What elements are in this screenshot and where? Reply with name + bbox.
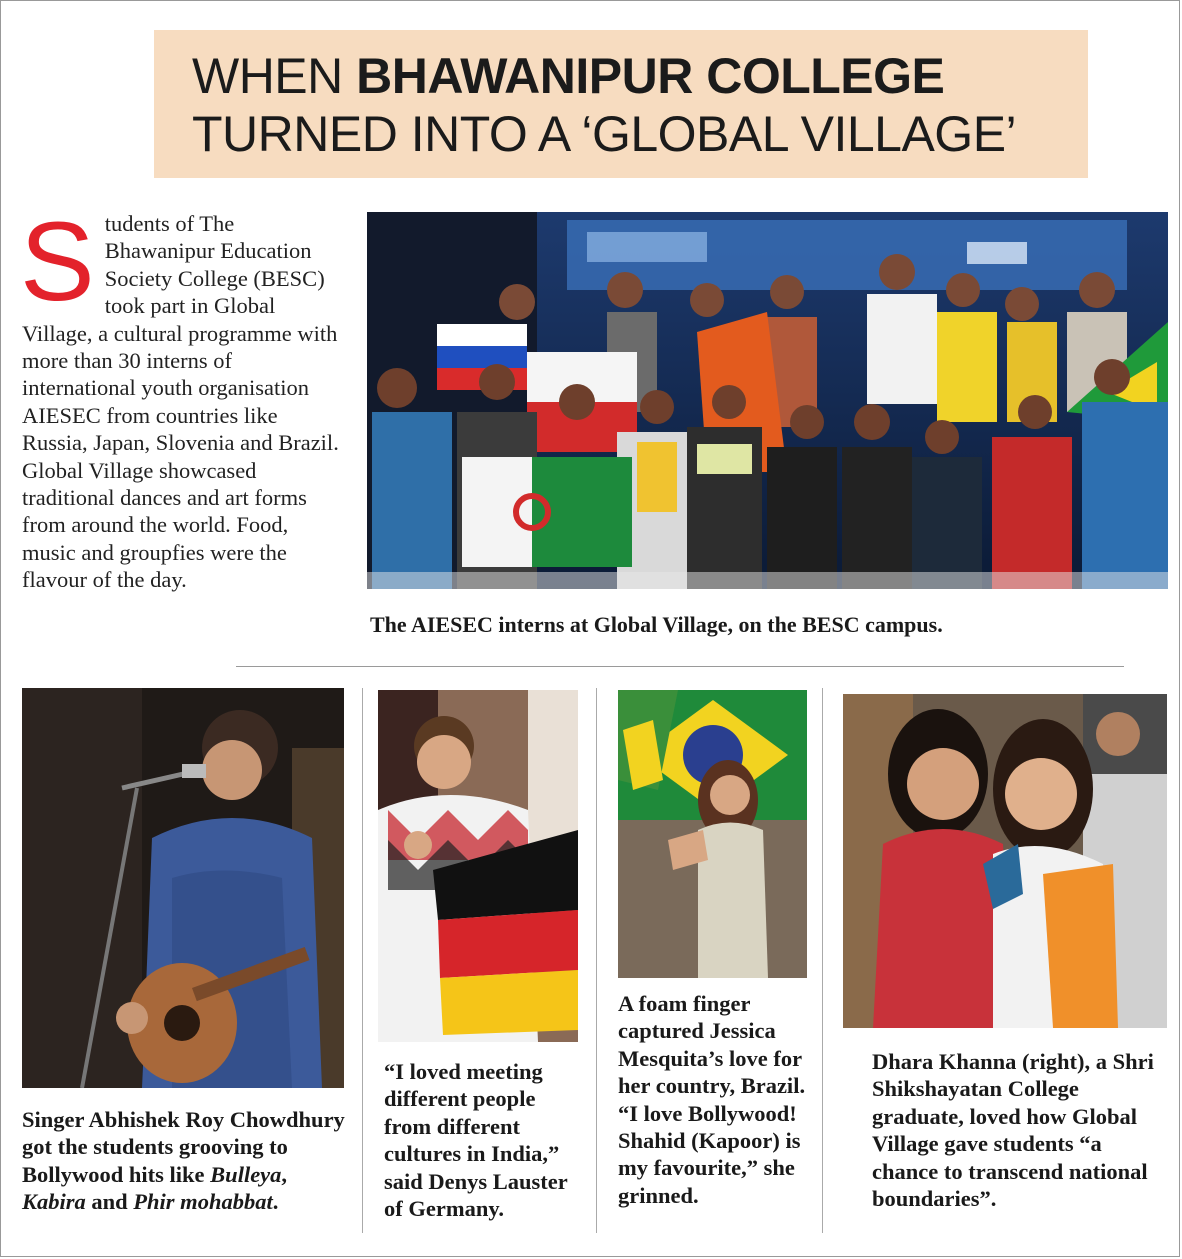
brazil-caption: A foam finger captured Jessica Mesquita’s love for her country, Brazil. “I love Bollywood! Shahid (Kapoor) is my favourite,” she grinned. [618,991,806,1208]
horizontal-divider [236,666,1124,667]
headline-line-1 [192,48,944,104]
group-photo-caption: The AIESEC interns at Global Village, on the BESC campus. [370,612,943,637]
dhara-caption: Dhara Khanna (right), a Shri Shikshayatan College graduate, loved how Global Village gave students “a chance to transcend national boundaries”. [872,1049,1154,1212]
brazil-photo [618,690,807,978]
column-divider-2 [596,688,597,1233]
headline-line-2: TURNED INTO A ‘GLOBAL VILLAGE’ [192,106,1017,162]
intro-text: tudents of The Bhawanipur Education Society College (BESC) took part in Global Village, a cultural programme with more than 30 interns of international youth organisation AIESEC from countries like Russia, Japan, Slovenia and Brazil. Global Village showcased traditional dances and art forms from around the world. Food, music and groupfies were the flavour of the day. [22,211,339,593]
group-photo [367,212,1168,589]
germany-photo [378,690,578,1042]
intro-paragraph [20,199,344,594]
headline-regular: WHEN [192,48,357,104]
column-divider-3 [822,688,823,1233]
headline-bold: BHAWANIPUR COLLEGE [356,48,945,104]
column-divider-1 [362,688,363,1233]
dhara-photo [843,694,1167,1028]
singer-photo [22,688,344,1088]
germany-caption: “I loved meeting different people from different cultures in India,” said Denys Lauster of Germany. [384,1059,568,1222]
singer-caption: Singer Abhishek Roy Chowdhury got the students grooving to Bollywood hits like Bulleya, Kabira and Phir mohabbat. [22,1107,345,1215]
headline-box [154,30,1088,178]
drop-cap: S [20,199,95,324]
